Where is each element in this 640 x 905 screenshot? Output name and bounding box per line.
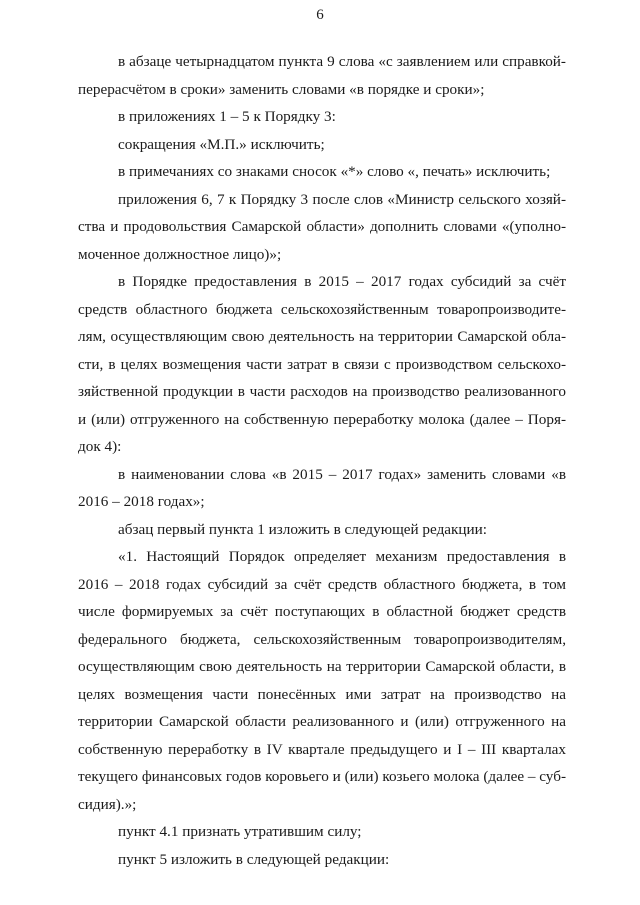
page-number: 6 [316,7,324,23]
paragraph: в примечаниях со знаками сносок «*» слово «, печать» исключить; [118,163,551,180]
paragraph: в абзаце четырнадцатом пункта 9 слова «с заявлением или справкой-перерасчётом в сроки» заменить словами «в порядке и сроки»; [78,53,566,98]
paragraph: приложения 6, 7 к Порядку 3 после слов «Министр сельского хозяйства и продовольствия Самарской области» дополнить словами «(уполномоченное должностное лицо)»; [78,190,566,263]
paragraph: в наименовании слова «в 2015 – 2017 годах» заменить словами «в 2016 – 2018 годах»; [78,465,566,510]
paragraph: «1. Настоящий Порядок определяет механизм предоставления в 2016 – 2018 годах субсидий за счёт средств областного бюджета, в том числе формируемых за счёт поступающих в областной бюджет средств федерального бюджета, сельскохозяйственным товаропроизводителям, осуществляющим свою деятельность на территории Самарской области, в целях возмещения части понесённых ими затрат на производство на территории Самарской области реализованного и (или) отгруженного на собственную переработку в IV квартале предыдущего и I – III кварталах текущего финансовых годов коровьего и (или) козьего молока (далее – субсидия).»; [78,548,566,813]
paragraph: сокращения «М.П.» исключить; [118,135,325,153]
paragraph: абзац первый пункта 1 изложить в следующей редакции: [118,520,488,538]
paragraph: пункт 4.1 признать утратившим силу; [118,823,362,840]
paragraph: в приложениях 1 – 5 к Порядку 3: [118,108,336,125]
paragraph: пункт 5 изложить в следующей редакции: [118,850,390,868]
paragraph: в Порядке предоставления в 2015 – 2017 годах субсидий за счёт средств областного бюджета сельскохозяйственным товаропроизводителям, осуществляющим свою деятельность на территории Самарской области, в целях возмещения части затрат в связи с производством сельскохозяйственной продукции в части расходов на производство реализованного и (или) отгруженного на собственную переработку молока (далее – Порядок 4): [78,273,566,455]
document-body [78,48,566,873]
